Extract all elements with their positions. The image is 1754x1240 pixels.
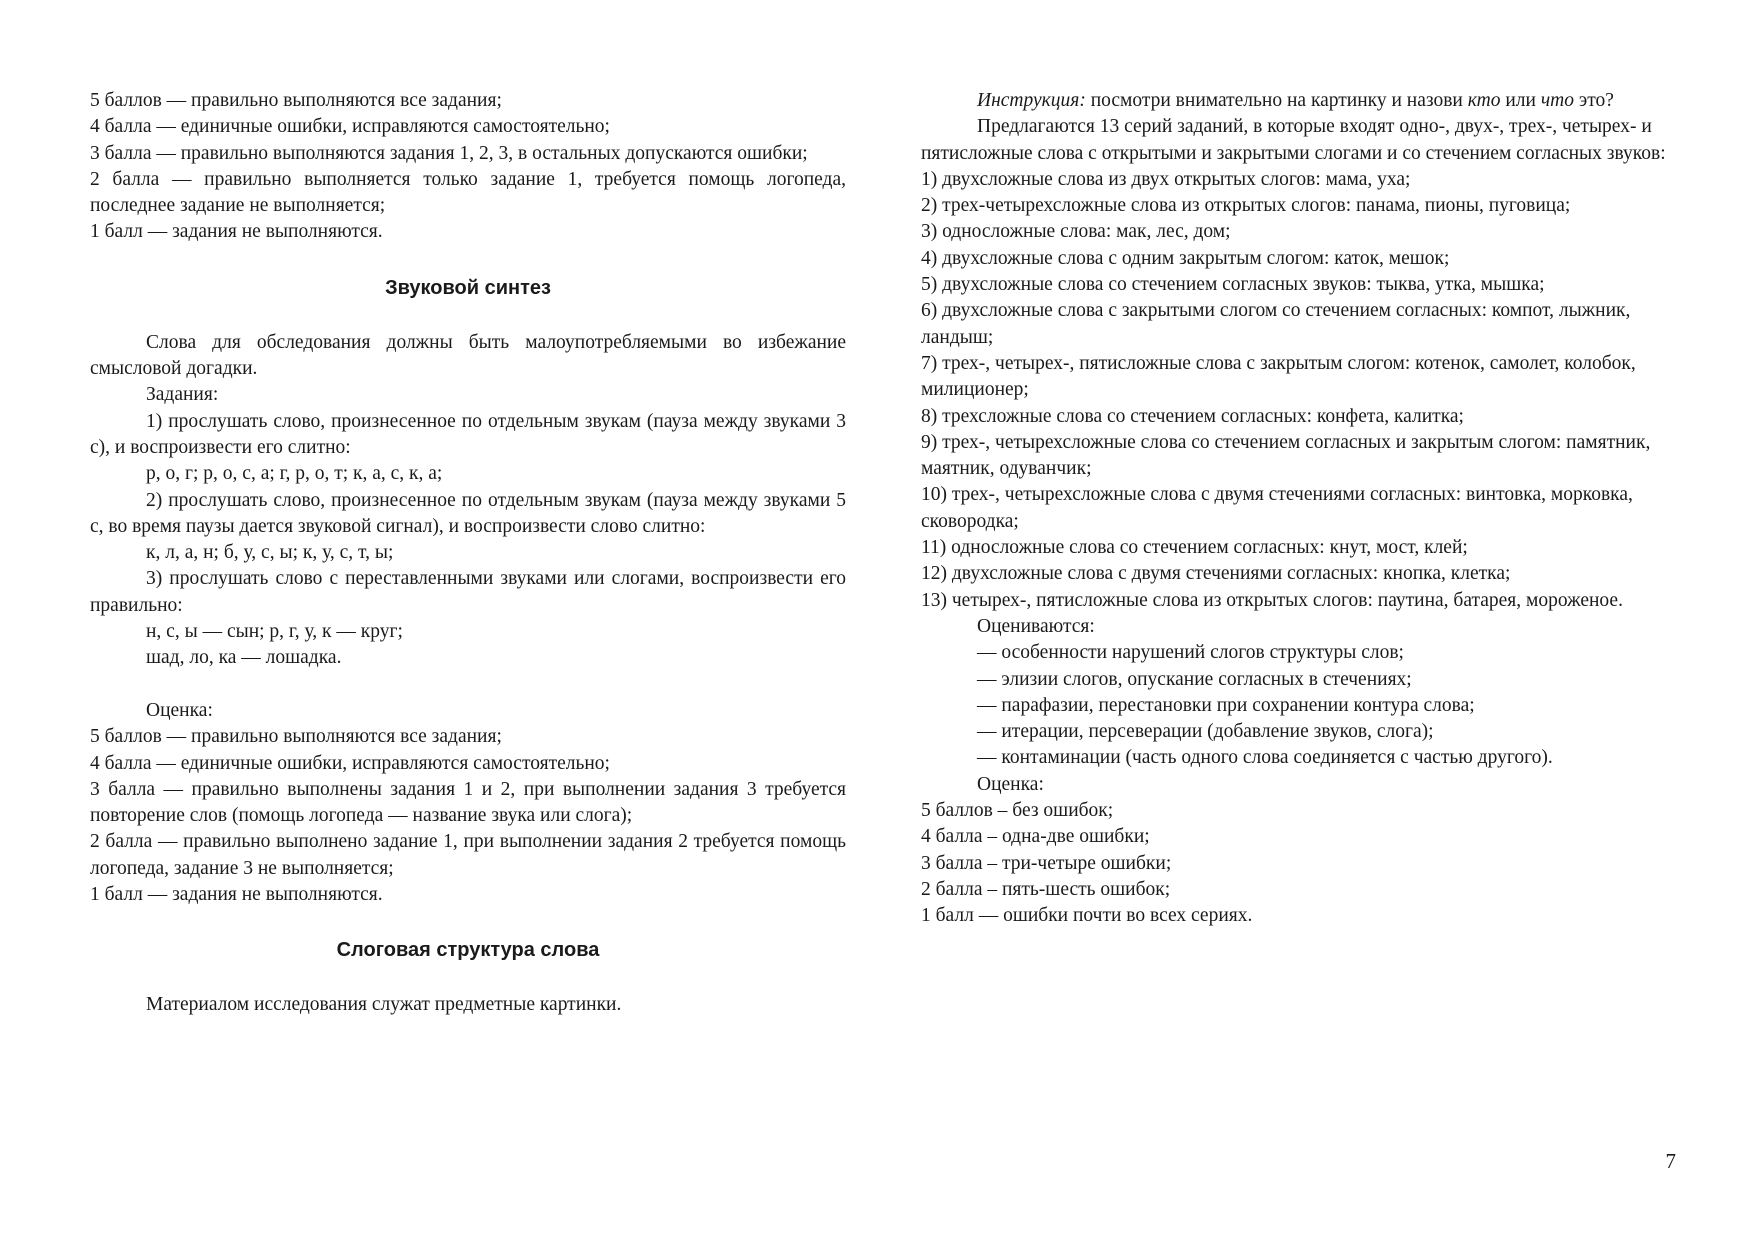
instruction-label: Инструкция: [977,90,1086,111]
task-2-example: к, л, а, н; б, у, с, ы; к, у, с, т, ы; [146,542,394,564]
task-2: 2) прослушать слово, произнесенное по отдельным звукам (пауза между звуками 5 с, во время паузы дается звуковой сигнал), и воспроизвести слово слитно: [90,489,846,537]
right-grading-item: 2 балла – пять-шесть ошибок; [921,878,1171,900]
evaluated-item: — контаминации (часть одного слова соединяется с частью другого). [977,747,1553,769]
task-3-example-1: н, с, ы — сын; р, г, у, к — круг; [146,621,403,643]
prev-grading-5: 5 баллов — правильно выполняются все задания; [90,90,502,111]
instruction-text-1: посмотри внимательно на картинку и назови [1085,90,1468,111]
series-item: 1) двухсложные слова из двух открытых слогов: мама, уха; [921,168,1411,190]
task-1: 1) прослушать слово, произнесенное по отдельным звукам (пауза между звуками 3 с), и воспроизвести его слитно: [90,410,846,458]
grading-4: 4 балла — единичные ошибки, исправляются самостоятельно; [90,752,610,774]
instruction-text-2: или [1500,90,1541,111]
right-grading-item: 3 балла – три-четыре ошибки; [921,852,1172,874]
series-item: 4) двухсложные слова с одним закрытым слогом: каток, мешок; [921,247,1450,269]
evaluated-item: — особенности нарушений слогов структуры слов; [977,642,1404,664]
series-item: 3) односложные слова: мак, лес, дом; [921,221,1231,243]
task-1-example: р, о, г; р, о, с, а; г, р, о, т; к, а, с, к, а; [146,463,443,485]
instruction-chto: что [1540,90,1574,111]
tasks-label: Задания: [146,384,219,406]
series-item: 13) четырех-, пятисложные слова из открытых слогов: паутина, батарея, мороженое. [921,589,1623,611]
grading-2: 2 балла — правильно выполнено задание 1, при выполнении задания 2 требуется помощь логопеда, задание 3 не выполняется; [90,831,846,879]
instruction-kto: кто [1467,90,1501,111]
syllable-structure-heading: Слоговая структура слова [336,939,600,962]
series-item: 5) двухсложные слова со стечением согласных звуков: тыква, утка, мышка; [921,274,1545,296]
right-grading-item: 4 балла – одна-две ошибки; [921,826,1150,848]
series-item: 12) двухсложные слова с двумя стечениями согласных: кнопка, клетка; [921,563,1511,585]
prev-grading-4: 4 балла — единичные ошибки, исправляются самостоятельно; [90,116,610,138]
right-grading-item: 1 балл — ошибки почти во всех сериях. [921,905,1253,927]
series-item: 6) двухсложные слова с закрытыми слогом со стечением согласных: компот, лыжник, ландыш; [921,300,1631,348]
series-item: 11) односложные слова со стечением согласных: кнут, мост, клей; [921,537,1468,559]
task-3: 3) прослушать слово с переставленными звуками или слогами, воспроизвести его правильно: [90,568,846,616]
prev-grading-2: 2 балла — правильно выполняется только задание 1, требуется помощь логопеда, последнее задание не выполняется; [90,168,846,217]
sound-synthesis-heading: Звуковой синтез [385,276,551,299]
right-column [921,88,1677,930]
evaluated-item: — элизии слогов, опускание согласных в стечениях; [977,668,1412,690]
left-column [90,88,846,1019]
evaluated-label: Оцениваются: [977,615,1095,637]
right-grading-label: Оценка: [977,773,1044,795]
series-item: 7) трех-, четырех-, пятисложные слова с закрытым слогом: котенок, самолет, колобок, милиционер; [921,352,1636,401]
series-item: 8) трехсложные слова со стечением согласных: конфета, калитка; [921,405,1464,427]
series-item: 2) трех-четырехсложные слова из открытых слогов: панама, пионы, пуговица; [921,195,1571,217]
instruction-text-3: это? [1573,90,1614,111]
synthesis-intro: Слова для обследования должны быть малоупотребляемыми во избежание смысловой догадки. [90,331,846,380]
series-item: 9) трех-, четырехсложные слова со стечением согласных и закрытым слогом: памятник, маятник, одуванчик; [921,431,1651,480]
evaluated-item: — итерации, персеверации (добавление звуков, слога); [977,721,1434,743]
grading-3: 3 балла — правильно выполнены задания 1 и 2, при выполнении задания 3 требуется повторение слов (помощь логопеда — название звука или слога); [90,778,846,827]
series-intro: Предлагаются 13 серий заданий, в которые входят одно-, двух-, трех-, четырех- и пятисложные слова с открытыми и закрытыми слогами и со стечением согласных звуков: [921,116,1666,164]
task-3-example-2: шад, ло, ка — лошадка. [146,647,342,669]
grading-label: Оценка: [146,699,213,721]
grading-1: 1 балл — задания не выполняются. [90,884,383,906]
prev-grading-3: 3 балла — правильно выполняются задания 1, 2, 3, в остальных допускаются ошибки; [90,142,808,164]
syllable-intro: Материалом исследования служат предметные картинки. [146,994,622,1016]
evaluated-item: — парафазии, перестановки при сохранении контура слова; [977,694,1475,716]
series-item: 10) трех-, четырехсложные слова с двумя стечениями согласных: винтовка, морковка, сковородка; [921,484,1633,532]
grading-5: 5 баллов — правильно выполняются все задания; [90,726,502,748]
page-number: 7 [1665,1149,1676,1173]
prev-grading-1: 1 балл — задания не выполняются. [90,221,383,243]
right-grading-item: 5 баллов – без ошибок; [921,800,1114,822]
instruction [921,88,1677,114]
